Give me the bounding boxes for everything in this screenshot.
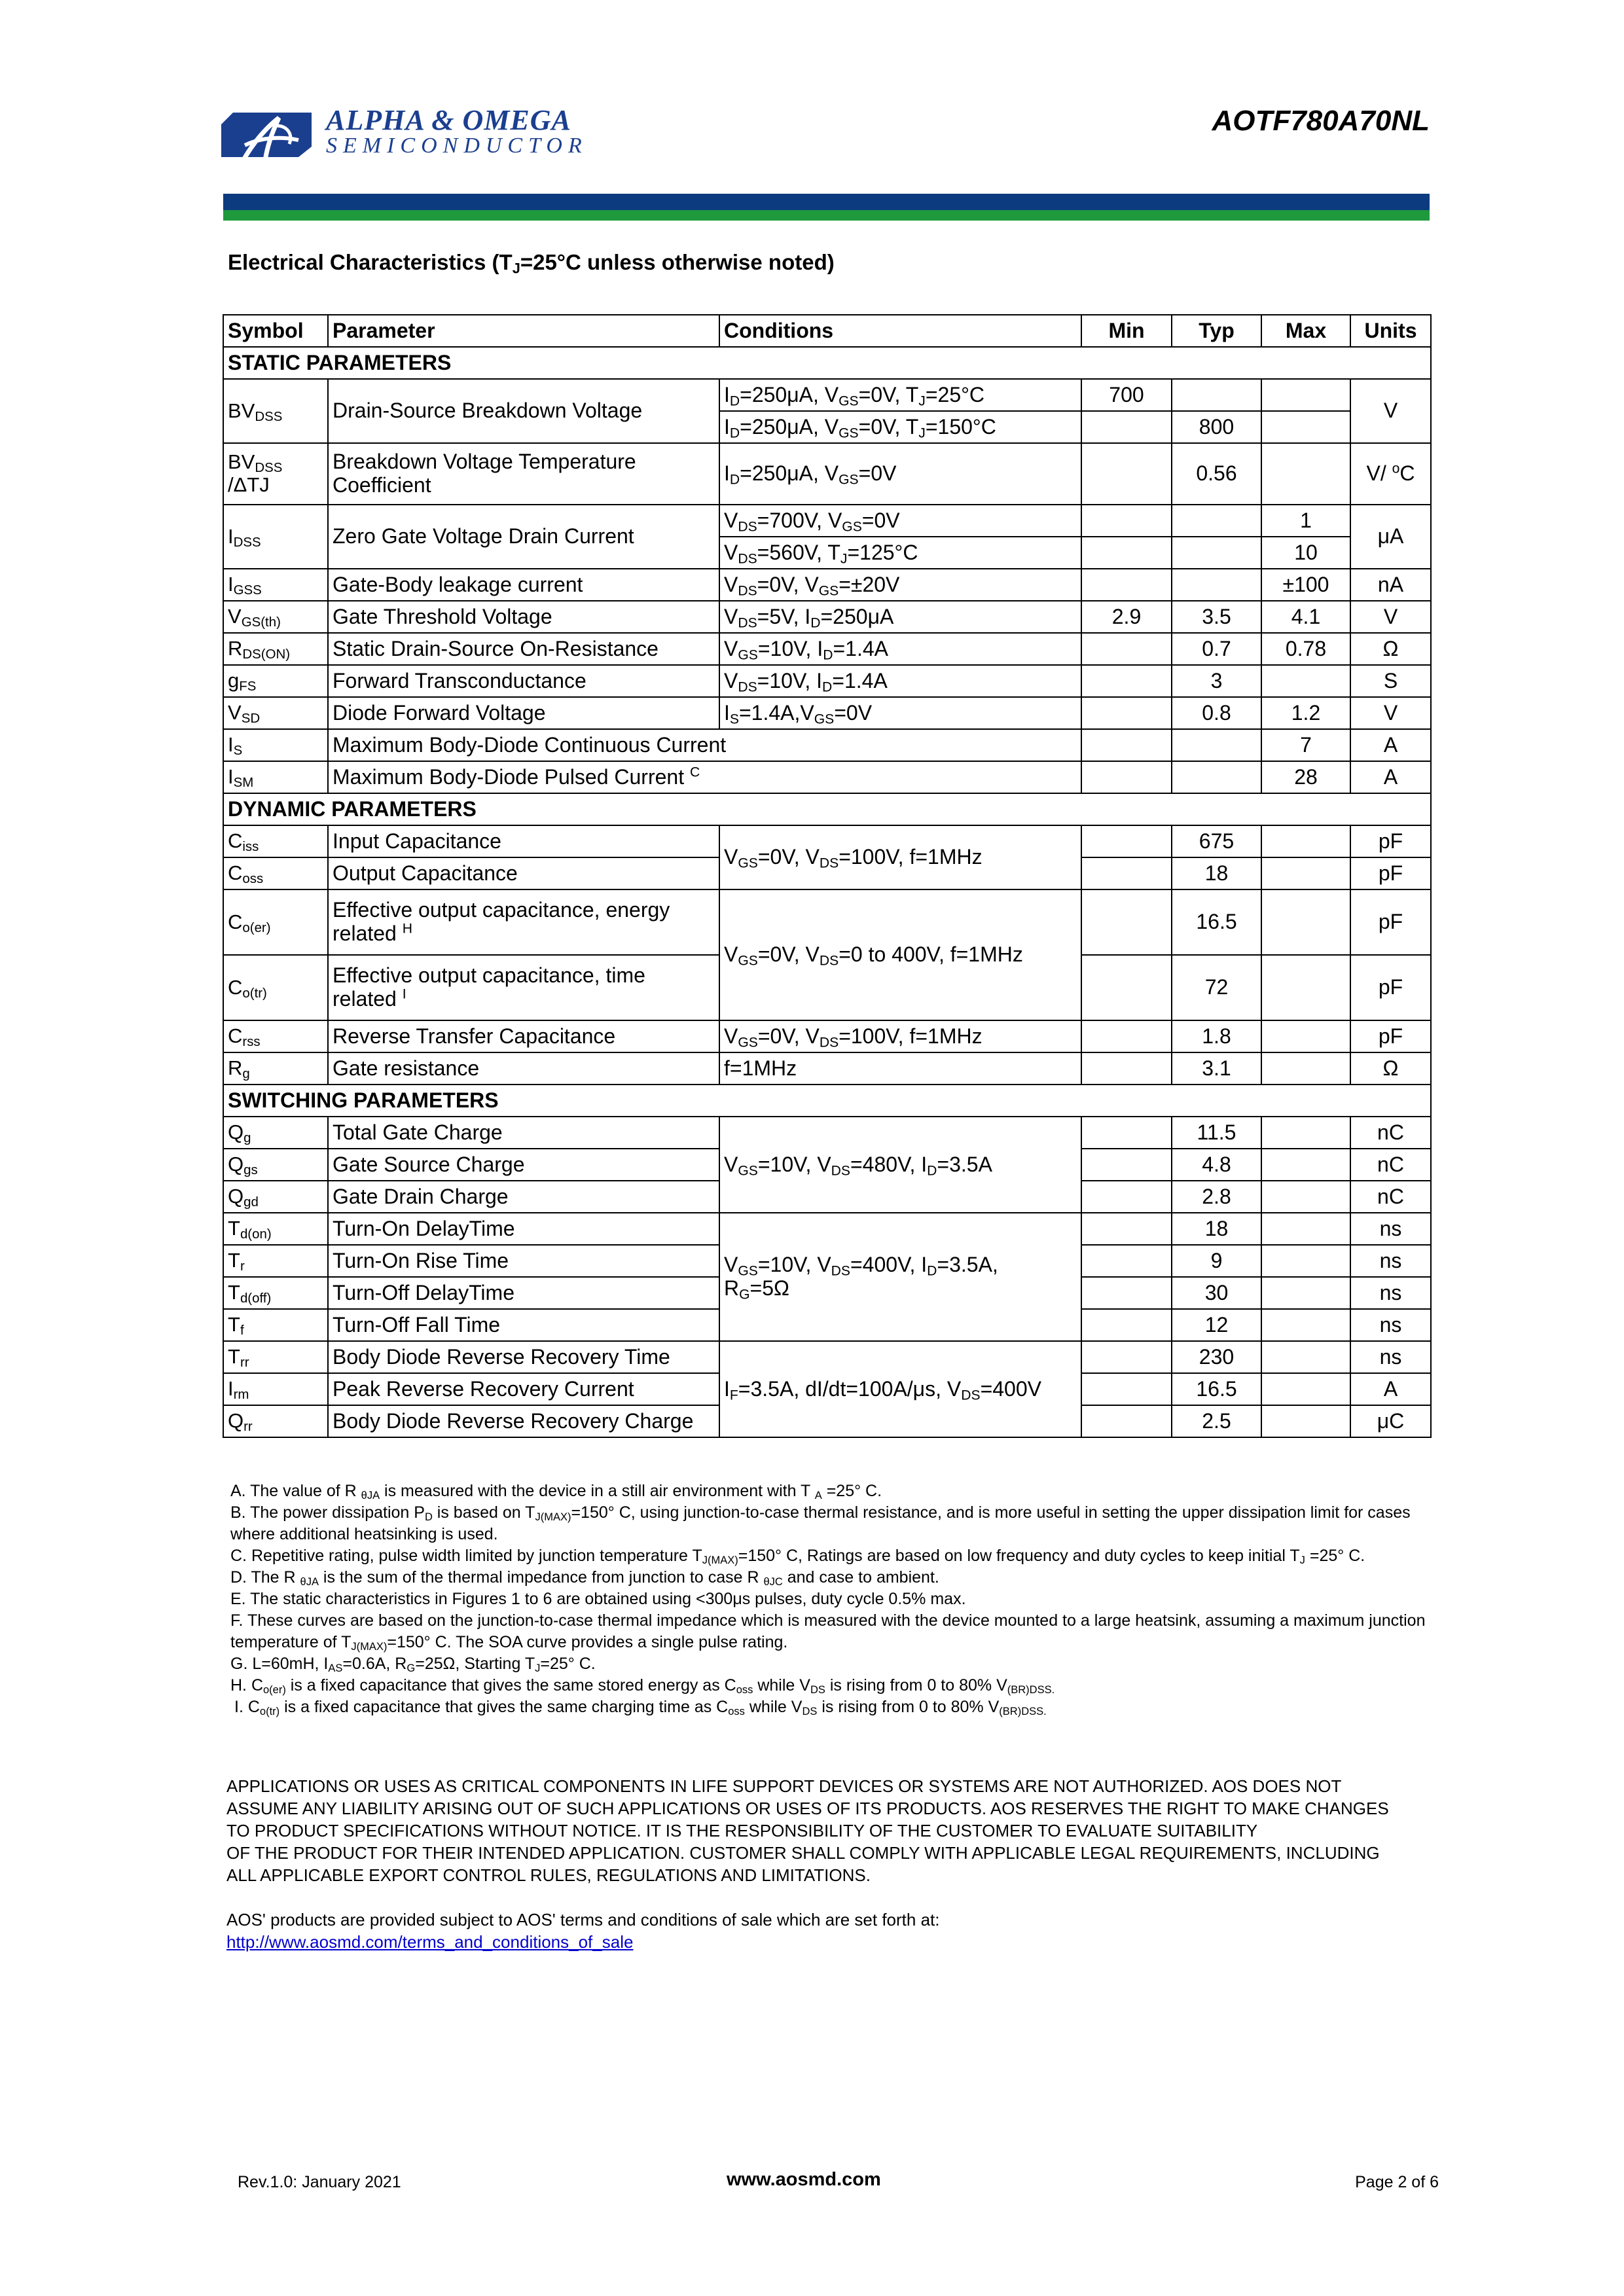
typ-cell: [1172, 505, 1261, 537]
website-label: www.aosmd.com: [727, 2169, 881, 2190]
typ-cell: 0.7: [1172, 633, 1261, 665]
table-row: [223, 443, 1431, 505]
min-cell: [1081, 1277, 1172, 1309]
col-header-units: Units: [1350, 315, 1431, 347]
conditions-cell: $I_F=3.5A$, dI/dt=100A/μs, $V_{DS}=400V$: [719, 1341, 1081, 1437]
units-cell: ns: [1350, 1213, 1431, 1245]
parameter-cell: Breakdown Voltage Temperature Coefficient: [328, 443, 719, 505]
units-cell: nC: [1350, 1181, 1431, 1213]
table-row: [223, 1117, 1431, 1149]
parameter-cell: Effective output capacitance, energy related $^H$: [328, 889, 719, 955]
symbol-cell: $C_{o(tr)}$: [223, 955, 328, 1020]
max-cell: [1261, 1309, 1350, 1341]
note-h: H. $C_{o(er)}$ is a fixed capacitance that gives the same stored energy as $C_{oss}$ while $V_{DS}$ is rising from 0 to 80% $V_{(BR)DSS.}$: [230, 1676, 1055, 1696]
parameter-cell: Input Capacitance: [328, 825, 719, 857]
revision-label: Rev.1.0: January 2021: [238, 2173, 401, 2191]
conditions-cell: $V_{DS}=10V$, $I_D=1.4A$: [719, 665, 1081, 697]
typ-cell: 72: [1172, 955, 1261, 1020]
min-cell: [1081, 729, 1172, 761]
parameter-cell: Turn-Off DelayTime: [328, 1277, 719, 1309]
max-cell: [1261, 1213, 1350, 1245]
typ-cell: 3: [1172, 665, 1261, 697]
symbol-cell: $T_{rr}$: [223, 1341, 328, 1373]
parameter-cell: Maximum Body-Diode Pulsed Current $^C$: [328, 761, 1081, 793]
col-header-parameter: Parameter: [328, 315, 719, 347]
max-cell: [1261, 955, 1350, 1020]
table-row: [223, 1020, 1431, 1052]
table-row: [223, 665, 1431, 697]
conditions-cell: $V_{GS}=0V$, $V_{DS}=100V$, f=1MHz: [719, 1020, 1081, 1052]
note-i: I. $C_{o(tr)}$ is a fixed capacitance that gives the same charging time as $C_{oss}$ while $V_{DS}$ is rising from 0 to 80% $V_{(BR)DSS.}$: [234, 1698, 1047, 1718]
company-subtitle: SEMICONDUCTOR: [326, 134, 588, 158]
symbol-cell: $I_{GSS}$: [223, 569, 328, 601]
parameter-cell: Turn-Off Fall Time: [328, 1309, 719, 1341]
units-cell: A: [1350, 1373, 1431, 1405]
parameter-cell: Turn-On Rise Time: [328, 1245, 719, 1277]
max-cell: 1.2: [1261, 697, 1350, 729]
conditions-cell: $V_{GS}=0V$, $V_{DS}=100V$, f=1MHz: [719, 825, 1081, 889]
parameter-cell: Gate-Body leakage current: [328, 569, 719, 601]
typ-cell: 2.5: [1172, 1405, 1261, 1437]
typ-cell: 230: [1172, 1341, 1261, 1373]
symbol-cell: $I_{SM}$: [223, 761, 328, 793]
max-cell: [1261, 1245, 1350, 1277]
table-row: [223, 697, 1431, 729]
table-row: [223, 633, 1431, 665]
min-cell: 2.9: [1081, 601, 1172, 633]
typ-cell: [1172, 761, 1261, 793]
max-cell: [1261, 665, 1350, 697]
header-bar-blue: [223, 194, 1430, 210]
min-cell: [1081, 825, 1172, 857]
terms-section: [226, 1909, 1444, 1953]
conditions-cell: $V_{GS}=10V$, $V_{DS}=480V$, $I_D=3.5A$: [719, 1117, 1081, 1213]
min-cell: 700: [1081, 379, 1172, 411]
symbol-cell: $T_f$: [223, 1309, 328, 1341]
parameter-cell: Peak Reverse Recovery Current: [328, 1373, 719, 1405]
col-header-conditions: Conditions: [719, 315, 1081, 347]
parameter-cell: Gate resistance: [328, 1052, 719, 1085]
min-cell: [1081, 537, 1172, 569]
symbol-cell: $BV_{DSS}$ /ΔTJ: [223, 443, 328, 505]
table-row: [223, 1341, 1431, 1373]
col-header-symbol: Symbol: [223, 315, 328, 347]
units-cell: ns: [1350, 1277, 1431, 1309]
dynamic-parameters-title: DYNAMIC PARAMETERS: [223, 793, 1431, 825]
note-d: D. The R $_{\theta JA}$ is the sum of the thermal impedance from junction to case R $_{\theta JC}$ and case to ambient.: [230, 1568, 939, 1588]
table-row: [223, 379, 1431, 411]
disclaimer-line: ALL APPLICABLE EXPORT CONTROL RULES, REGULATIONS AND LIMITATIONS.: [226, 1865, 871, 1885]
min-cell: [1081, 1020, 1172, 1052]
typ-cell: 0.56: [1172, 443, 1261, 505]
symbol-cell: $C_{o(er)}$: [223, 889, 328, 955]
symbol-cell: $V_{GS(th)}$: [223, 601, 328, 633]
units-cell: nC: [1350, 1149, 1431, 1181]
conditions-cell: $I_D=250\mu A$, $V_{GS}=0V$, $T_J=150^\circ C$: [719, 411, 1081, 443]
units-cell: V: [1350, 697, 1431, 729]
parameter-cell: Reverse Transfer Capacitance: [328, 1020, 719, 1052]
disclaimer: [226, 1775, 1444, 1886]
table-row: [223, 505, 1431, 537]
max-cell: [1261, 1405, 1350, 1437]
note-g: G. L=60mH, $I_{AS}=0.6A$, $R_G=25\Omega$, Starting $T_J=25^\circ$ C.: [230, 1655, 596, 1675]
table-header-row: [223, 315, 1431, 347]
parameter-cell: Gate Threshold Voltage: [328, 601, 719, 633]
units-cell: pF: [1350, 889, 1431, 955]
units-cell: Ω: [1350, 1052, 1431, 1085]
min-cell: [1081, 1149, 1172, 1181]
max-cell: [1261, 825, 1350, 857]
symbol-cell: $T_{d(on)}$: [223, 1213, 328, 1245]
conditions-cell: $V_{DS}=700V$, $V_{GS}=0V$: [719, 505, 1081, 537]
parameter-cell: Drain-Source Breakdown Voltage: [328, 379, 719, 443]
footnotes: [230, 1480, 1435, 1718]
max-cell: ±100: [1261, 569, 1350, 601]
table-row: [223, 569, 1431, 601]
symbol-cell: $Q_{gd}$: [223, 1181, 328, 1213]
units-cell: pF: [1350, 857, 1431, 889]
max-cell: 7: [1261, 729, 1350, 761]
disclaimer-line: APPLICATIONS OR USES AS CRITICAL COMPONENTS IN LIFE SUPPORT DEVICES OR SYSTEMS ARE NOT AUTHORIZED. AOS DOES NOT: [226, 1776, 1342, 1796]
typ-cell: [1172, 729, 1261, 761]
table-row: [223, 729, 1431, 761]
min-cell: [1081, 1213, 1172, 1245]
conditions-cell: $V_{GS}=10V$, $V_{DS}=400V$, $I_D=3.5A$, $R_G=5\Omega$: [719, 1213, 1081, 1341]
conditions-cell: $I_D=250\mu A$, $V_{GS}=0V$, $T_J=25^\circ C$: [719, 379, 1081, 411]
conditions-cell: f=1MHz: [719, 1052, 1081, 1085]
min-cell: [1081, 697, 1172, 729]
min-cell: [1081, 1309, 1172, 1341]
table-row: [223, 889, 1431, 955]
section-title: Electrical Characteristics ($T_J=25^\circ C$ unless otherwise noted): [228, 250, 835, 277]
min-cell: [1081, 761, 1172, 793]
max-cell: [1261, 1020, 1350, 1052]
min-cell: [1081, 1341, 1172, 1373]
conditions-cell: $V_{DS}=560V$, $T_J=125^\circ C$: [719, 537, 1081, 569]
parameter-cell: Gate Drain Charge: [328, 1181, 719, 1213]
units-cell: pF: [1350, 825, 1431, 857]
max-cell: [1261, 857, 1350, 889]
table-row: [223, 601, 1431, 633]
static-parameters-title: STATIC PARAMETERS: [223, 347, 1431, 379]
min-cell: [1081, 505, 1172, 537]
max-cell: 4.1: [1261, 601, 1350, 633]
units-cell: Ω: [1350, 633, 1431, 665]
parameter-cell: Zero Gate Voltage Drain Current: [328, 505, 719, 569]
symbol-cell: $T_r$: [223, 1245, 328, 1277]
conditions-cell: $V_{GS}=10V$, $I_D=1.4A$: [719, 633, 1081, 665]
parameter-cell: Total Gate Charge: [328, 1117, 719, 1149]
typ-cell: 2.8: [1172, 1181, 1261, 1213]
typ-cell: 1.8: [1172, 1020, 1261, 1052]
max-cell: 10: [1261, 537, 1350, 569]
terms-link[interactable]: http://www.aosmd.com/terms_and_conditions_of_sale: [226, 1932, 634, 1952]
aos-logo-icon: [221, 106, 312, 169]
parameter-cell: Gate Source Charge: [328, 1149, 719, 1181]
symbol-cell: $R_g$: [223, 1052, 328, 1085]
max-cell: [1261, 1149, 1350, 1181]
min-cell: [1081, 889, 1172, 955]
min-cell: [1081, 665, 1172, 697]
parameter-cell: Static Drain-Source On-Resistance: [328, 633, 719, 665]
max-cell: [1261, 1117, 1350, 1149]
max-cell: [1261, 411, 1350, 443]
typ-cell: [1172, 569, 1261, 601]
max-cell: [1261, 1181, 1350, 1213]
parameter-cell: Body Diode Reverse Recovery Charge: [328, 1405, 719, 1437]
units-cell: V/ $^o$C: [1350, 443, 1431, 505]
min-cell: [1081, 1181, 1172, 1213]
min-cell: [1081, 1405, 1172, 1437]
terms-text: AOS' products are provided subject to AOS' terms and conditions of sale which are set forth at:: [226, 1910, 940, 1929]
units-cell: V: [1350, 601, 1431, 633]
electrical-characteristics-table: [223, 314, 1432, 1438]
typ-cell: 18: [1172, 1213, 1261, 1245]
symbol-cell: $g_{FS}$: [223, 665, 328, 697]
switching-parameters-title: SWITCHING PARAMETERS: [223, 1085, 1431, 1117]
typ-cell: 675: [1172, 825, 1261, 857]
disclaimer-line: TO PRODUCT SPECIFICATIONS WITHOUT NOTICE. IT IS THE RESPONSIBILITY OF THE CUSTOMER TO EVALUATE SUITABILITY: [226, 1821, 1258, 1840]
symbol-cell: $V_{SD}$: [223, 697, 328, 729]
max-cell: [1261, 1277, 1350, 1309]
symbol-cell: $I_{rm}$: [223, 1373, 328, 1405]
parameter-cell: Forward Transconductance: [328, 665, 719, 697]
max-cell: [1261, 443, 1350, 505]
max-cell: 0.78: [1261, 633, 1350, 665]
disclaimer-line: ASSUME ANY LIABILITY ARISING OUT OF SUCH APPLICATIONS OR USES OF ITS PRODUCTS. AOS RESERVES THE RIGHT TO MAKE CHANGES: [226, 1799, 1389, 1818]
section-row-switching: [223, 1085, 1431, 1117]
max-cell: 1: [1261, 505, 1350, 537]
typ-cell: [1172, 537, 1261, 569]
min-cell: [1081, 443, 1172, 505]
typ-cell: 3.5: [1172, 601, 1261, 633]
parameter-cell: Output Capacitance: [328, 857, 719, 889]
parameter-cell: Turn-On DelayTime: [328, 1213, 719, 1245]
typ-cell: 3.1: [1172, 1052, 1261, 1085]
typ-cell: 9: [1172, 1245, 1261, 1277]
units-cell: A: [1350, 729, 1431, 761]
typ-cell: [1172, 379, 1261, 411]
typ-cell: 0.8: [1172, 697, 1261, 729]
parameter-cell: Diode Forward Voltage: [328, 697, 719, 729]
section-row-static: [223, 347, 1431, 379]
table-row: [223, 825, 1431, 857]
units-cell: S: [1350, 665, 1431, 697]
parameter-cell: Body Diode Reverse Recovery Time: [328, 1341, 719, 1373]
max-cell: [1261, 1373, 1350, 1405]
symbol-cell: $Q_{rr}$: [223, 1405, 328, 1437]
conditions-cell: $I_D=250\mu A$, $V_{GS}=0V$: [719, 443, 1081, 505]
units-cell: μA: [1350, 505, 1431, 569]
col-header-typ: Typ: [1172, 315, 1261, 347]
part-number: AOTF780A70NL: [1212, 105, 1430, 137]
company-logo: [221, 103, 588, 175]
note-a: A. The value of R $_{\theta JA}$ is measured with the device in a still air environment with T $_A$ =25° C.: [230, 1482, 882, 1502]
units-cell: nC: [1350, 1117, 1431, 1149]
conditions-cell: $V_{DS}=0V$, $V_{GS}=\pm 20V$: [719, 569, 1081, 601]
symbol-cell: $C_{oss}$: [223, 857, 328, 889]
note-c: C. Repetitive rating, pulse width limited by junction temperature $T_{J(MAX)}=150^\circ$ C, Ratings are based on low frequency and duty cycles to keep initial $T_J =25^\circ$ C.: [230, 1547, 1365, 1567]
typ-cell: 800: [1172, 411, 1261, 443]
units-cell: pF: [1350, 1020, 1431, 1052]
units-cell: nA: [1350, 569, 1431, 601]
min-cell: [1081, 857, 1172, 889]
symbol-cell: $Q_{gs}$: [223, 1149, 328, 1181]
units-cell: A: [1350, 761, 1431, 793]
typ-cell: 30: [1172, 1277, 1261, 1309]
typ-cell: 4.8: [1172, 1149, 1261, 1181]
table-row: [223, 761, 1431, 793]
min-cell: [1081, 1373, 1172, 1405]
symbol-cell: $C_{rss}$: [223, 1020, 328, 1052]
min-cell: [1081, 633, 1172, 665]
units-cell: μC: [1350, 1405, 1431, 1437]
symbol-cell: $BV_{DSS}$: [223, 379, 328, 443]
units-cell: ns: [1350, 1341, 1431, 1373]
typ-cell: 18: [1172, 857, 1261, 889]
symbol-cell: $T_{d(off)}$: [223, 1277, 328, 1309]
col-header-min: Min: [1081, 315, 1172, 347]
max-cell: 28: [1261, 761, 1350, 793]
min-cell: [1081, 1052, 1172, 1085]
max-cell: [1261, 889, 1350, 955]
company-name: ALPHA & OMEGA: [326, 104, 571, 136]
header-bar-green: [223, 210, 1430, 221]
section-row-dynamic: [223, 793, 1431, 825]
units-cell: ns: [1350, 1309, 1431, 1341]
units-cell: pF: [1350, 955, 1431, 1020]
min-cell: [1081, 1117, 1172, 1149]
table-row: [223, 1052, 1431, 1085]
note-f: F. These curves are based on the junction-to-case thermal impedance which is measured with the device mounted to a large heatsink, assuming a maximum junction temperature of $T_{J(MAX)}=150^\circ$ C. The SOA curve provides a single pulse rating.: [230, 1611, 1426, 1653]
symbol-cell: $I_S$: [223, 729, 328, 761]
disclaimer-line: OF THE PRODUCT FOR THEIR INTENDED APPLICATION. CUSTOMER SHALL COMPLY WITH APPLICABLE LEGAL REQUIREMENTS, INCLUDING: [226, 1843, 1380, 1863]
min-cell: [1081, 569, 1172, 601]
symbol-cell: $I_{DSS}$: [223, 505, 328, 569]
min-cell: [1081, 955, 1172, 1020]
symbol-cell: $R_{DS(ON)}$: [223, 633, 328, 665]
table-row: [223, 1213, 1431, 1245]
typ-cell: 16.5: [1172, 1373, 1261, 1405]
symbol-cell: $C_{iss}$: [223, 825, 328, 857]
units-cell: V: [1350, 379, 1431, 443]
page-number: Page 2 of 6: [1355, 2173, 1439, 2191]
conditions-cell: $I_S=1.4A,V_{GS}=0V$: [719, 697, 1081, 729]
col-header-max: Max: [1261, 315, 1350, 347]
conditions-cell: $V_{DS}=5V$, $I_D=250\mu A$: [719, 601, 1081, 633]
typ-cell: 16.5: [1172, 889, 1261, 955]
max-cell: [1261, 1052, 1350, 1085]
note-b: B. The power dissipation $P_D$ is based on $T_{J(MAX)}=150^\circ$ C, using junction-to-case thermal resistance, and is more useful in setting the upper dissipation limit for cases where additional heatsinking is used.: [230, 1503, 1411, 1543]
max-cell: [1261, 1341, 1350, 1373]
parameter-cell: Maximum Body-Diode Continuous Current: [328, 729, 1081, 761]
parameter-cell: Effective output capacitance, time related $^I$: [328, 955, 719, 1020]
typ-cell: 12: [1172, 1309, 1261, 1341]
min-cell: [1081, 1245, 1172, 1277]
symbol-cell: $Q_g$: [223, 1117, 328, 1149]
typ-cell: 11.5: [1172, 1117, 1261, 1149]
note-e: E. The static characteristics in Figures 1 to 6 are obtained using <300μs pulses, duty cycle 0.5% max.: [230, 1590, 966, 1608]
max-cell: [1261, 379, 1350, 411]
min-cell: [1081, 411, 1172, 443]
units-cell: ns: [1350, 1245, 1431, 1277]
conditions-cell: $V_{GS}=0V$, $V_{DS}=0$ to 400V, f=1MHz: [719, 889, 1081, 1020]
